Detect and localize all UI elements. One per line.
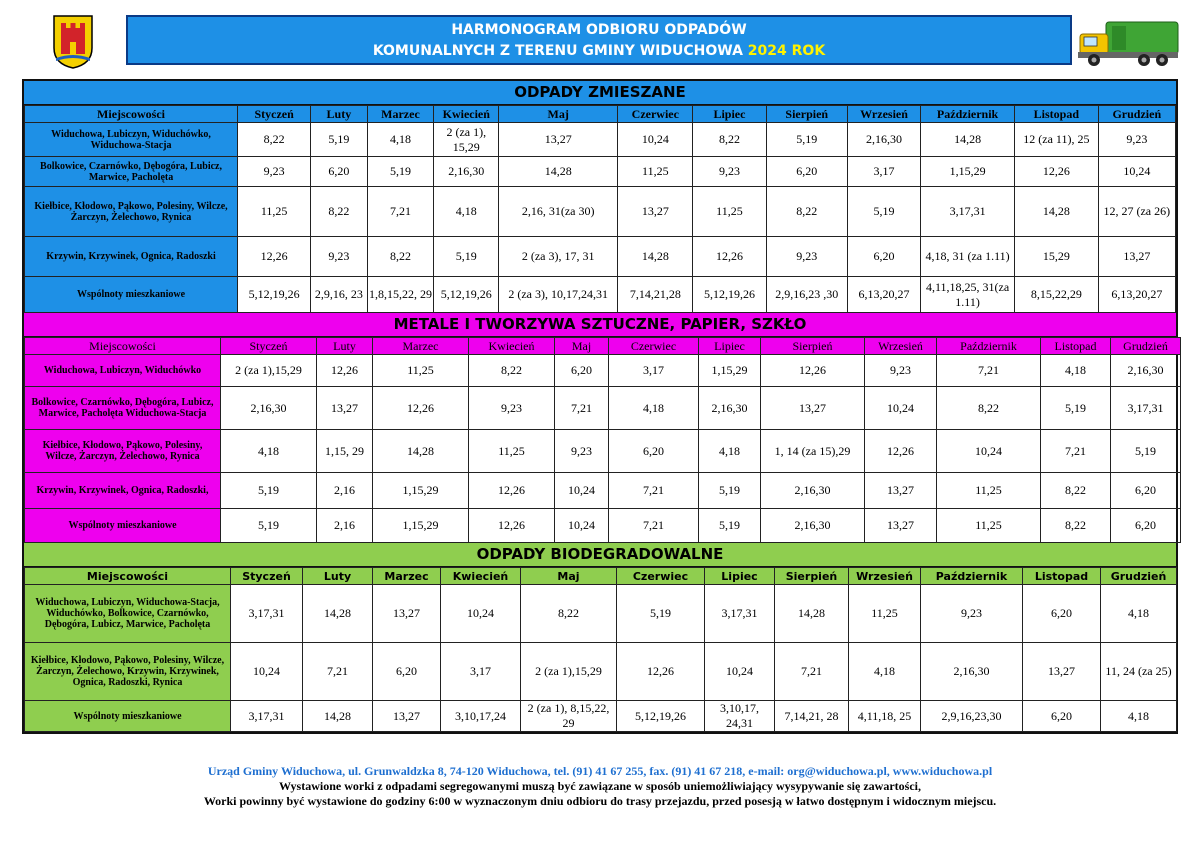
col-header: Grudzień: [1101, 568, 1177, 585]
col-header: Marzec: [373, 338, 469, 355]
table-row: [25, 509, 1181, 543]
col-header: Wrzesień: [865, 338, 937, 355]
col-header: Lipiec: [693, 106, 766, 123]
col-header: Maj: [555, 338, 609, 355]
col-header: Maj: [499, 106, 618, 123]
mixed-waste-table: [24, 105, 1176, 313]
col-header: Sierpień: [761, 338, 865, 355]
date-cell: 2,16,30: [921, 643, 1023, 701]
date-cell: 14,28: [499, 157, 618, 187]
section-title-recycling: METALE I TWORZYWA SZTUCZNE, PAPIER, SZKŁO: [24, 313, 1176, 337]
date-cell: 15,29: [1015, 237, 1099, 277]
date-cell: 5,19: [367, 157, 434, 187]
date-cell: 2 (za 3), 10,17,24,31: [499, 277, 618, 313]
date-cell: 14,28: [775, 585, 849, 643]
col-header: Listopad: [1015, 106, 1099, 123]
date-cell: 4,18: [367, 123, 434, 157]
header-row: [25, 568, 1177, 585]
date-cell: 11,25: [937, 509, 1041, 543]
date-cell: 11, 24 (za 25): [1101, 643, 1177, 701]
col-header: Październik: [937, 338, 1041, 355]
location-cell: Kiełbice, Kłodowo, Pąkowo, Polesiny, Wilcze, Żarczyn, Żelechowo, Rynica: [25, 430, 221, 473]
table-row: [25, 187, 1176, 237]
date-cell: 2,16,30: [761, 509, 865, 543]
col-header: Sierpień: [766, 106, 847, 123]
col-header: Styczeń: [231, 568, 303, 585]
date-cell: 2 (za 1), 15,29: [434, 123, 499, 157]
date-cell: 2 (za 1), 8,15,22, 29: [521, 701, 617, 732]
date-cell: 6,20: [1111, 509, 1181, 543]
date-cell: 13,27: [373, 585, 441, 643]
date-cell: 7,21: [609, 509, 699, 543]
date-cell: 7,21: [555, 387, 609, 430]
date-cell: 13,27: [373, 701, 441, 732]
date-cell: 12,26: [469, 473, 555, 509]
date-cell: 14,28: [1015, 187, 1099, 237]
date-cell: 4,18: [849, 643, 921, 701]
date-cell: 12,26: [238, 237, 311, 277]
date-cell: 8,22: [693, 123, 766, 157]
date-cell: 6,20: [373, 643, 441, 701]
col-header: Luty: [317, 338, 373, 355]
col-header: Listopad: [1041, 338, 1111, 355]
col-header: Miejscowości: [25, 338, 221, 355]
date-cell: 9,23: [865, 355, 937, 387]
location-cell: Bolkowice, Czarnówko, Dębogóra, Lubicz, Marwice, Pacholęta Widuchowa-Stacja: [25, 387, 221, 430]
section-title-mixed: ODPADY ZMIESZANE: [24, 81, 1176, 105]
table-row: [25, 643, 1177, 701]
date-cell: 3,17: [609, 355, 699, 387]
date-cell: 2,9,16,23,30: [921, 701, 1023, 732]
col-header: Styczeń: [238, 106, 311, 123]
location-cell: Kiełbice, Kłodowo, Pąkowo, Polesiny, Wilcze, Żarczyn, Żelechowo, Krzywin, Krzywinek, Ognica, Radoszki, Rynica: [25, 643, 231, 701]
date-cell: 3,10,17, 24,31: [705, 701, 775, 732]
col-header: Kwiecień: [441, 568, 521, 585]
table-row: [25, 430, 1181, 473]
date-cell: 13,27: [499, 123, 618, 157]
date-cell: 5,12,19,26: [617, 701, 705, 732]
page-header: [0, 0, 1200, 78]
date-cell: 10,24: [937, 430, 1041, 473]
col-header: Wrzesień: [849, 568, 921, 585]
date-cell: 4,11,18, 25: [849, 701, 921, 732]
date-cell: 2,16,30: [699, 387, 761, 430]
date-cell: 6,13,20,27: [1098, 277, 1175, 313]
coat-of-arms-icon: [52, 14, 94, 70]
date-cell: 5,12,19,26: [434, 277, 499, 313]
col-header: Styczeń: [221, 338, 317, 355]
col-header: Sierpień: [775, 568, 849, 585]
date-cell: 2,16: [317, 509, 373, 543]
col-header: Marzec: [367, 106, 434, 123]
table-row: [25, 123, 1176, 157]
date-cell: 7,21: [937, 355, 1041, 387]
date-cell: 7,21: [1041, 430, 1111, 473]
date-cell: 3,17: [847, 157, 920, 187]
location-cell: Widuchowa, Lubiczyn, Widuchówko, Widuchowa-Stacja: [25, 123, 238, 157]
date-cell: 1, 14 (za 15),29: [761, 430, 865, 473]
location-cell: Wspólnoty mieszkaniowe: [25, 701, 231, 732]
schedule-sheet: [22, 79, 1178, 734]
date-cell: 9,23: [311, 237, 367, 277]
date-cell: 13,27: [317, 387, 373, 430]
location-cell: Kiełbice, Kłodowo, Pąkowo, Polesiny, Wilcze, Żarczyn, Żelechowo, Rynica: [25, 187, 238, 237]
date-cell: 13,27: [761, 387, 865, 430]
date-cell: 12,26: [617, 643, 705, 701]
date-cell: 2,16,30: [434, 157, 499, 187]
date-cell: 11,25: [373, 355, 469, 387]
col-header: Grudzień: [1111, 338, 1181, 355]
date-cell: 6,20: [1023, 585, 1101, 643]
date-cell: 8,15,22,29: [1015, 277, 1099, 313]
date-cell: 13,27: [618, 187, 693, 237]
date-cell: 4,18: [1101, 585, 1177, 643]
col-header: Marzec: [373, 568, 441, 585]
date-cell: 2,9,16, 23: [311, 277, 367, 313]
date-cell: 6,20: [847, 237, 920, 277]
date-cell: 13,27: [865, 473, 937, 509]
date-cell: 12,26: [761, 355, 865, 387]
date-cell: 11,25: [469, 430, 555, 473]
date-cell: 1,15,29: [373, 509, 469, 543]
location-cell: Krzywin, Krzywinek, Ognica, Radoszki: [25, 237, 238, 277]
date-cell: 2,16,30: [847, 123, 920, 157]
col-header: Grudzień: [1098, 106, 1175, 123]
date-cell: 4,18: [1101, 701, 1177, 732]
date-cell: 5,19: [617, 585, 705, 643]
col-header: Wrzesień: [847, 106, 920, 123]
date-cell: 2,16, 31(za 30): [499, 187, 618, 237]
date-cell: 5,12,19,26: [238, 277, 311, 313]
date-cell: 8,22: [1041, 473, 1111, 509]
date-cell: 14,28: [373, 430, 469, 473]
date-cell: 10,24: [1098, 157, 1175, 187]
date-cell: 14,28: [618, 237, 693, 277]
date-cell: 5,19: [311, 123, 367, 157]
date-cell: 7,21: [367, 187, 434, 237]
recycling-table: [24, 337, 1181, 543]
date-cell: 5,19: [221, 473, 317, 509]
date-cell: 1,15,29: [921, 157, 1015, 187]
date-cell: 3,17: [441, 643, 521, 701]
date-cell: 5,19: [766, 123, 847, 157]
table-row: [25, 355, 1181, 387]
office-address: Urząd Gminy Widuchowa, ul. Grunwaldzka 8, 74-120 Widuchowa, tel. (91) 41 67 255, fax. (91) 41 67 218, e-mail: org@widuchowa.pl, www.widuchowa.pl: [207, 764, 993, 778]
col-header: Czerwiec: [617, 568, 705, 585]
location-cell: Widuchowa, Lubiczyn, Widuchowa-Stacja, Widuchówko, Bolkowice, Czarnówko, Dębogóra, Lubicz, Marwice, Pacholęta: [25, 585, 231, 643]
date-cell: 4,18: [221, 430, 317, 473]
date-cell: 8,22: [521, 585, 617, 643]
table-row: [25, 387, 1181, 430]
date-cell: 7,14,21,28: [618, 277, 693, 313]
date-cell: 12 (za 11), 25: [1015, 123, 1099, 157]
location-cell: Bolkowice, Czarnówko, Dębogóra, Lubicz, Marwice, Pacholęta: [25, 157, 238, 187]
date-cell: 10,24: [441, 585, 521, 643]
date-cell: 4,18: [1041, 355, 1111, 387]
date-cell: 13,27: [865, 509, 937, 543]
date-cell: 1,15,29: [699, 355, 761, 387]
date-cell: 14,28: [921, 123, 1015, 157]
date-cell: 8,22: [1041, 509, 1111, 543]
header-row: [25, 338, 1181, 355]
date-cell: 9,23: [555, 430, 609, 473]
date-cell: 3,10,17,24: [441, 701, 521, 732]
col-header: Miejscowości: [25, 106, 238, 123]
location-cell: Wspólnoty mieszkaniowe: [25, 509, 221, 543]
date-cell: 11,25: [937, 473, 1041, 509]
date-cell: 14,28: [303, 585, 373, 643]
date-cell: 1,15, 29: [317, 430, 373, 473]
date-cell: 3,17,31: [1111, 387, 1181, 430]
footer-note-time: Worki powinny być wystawione do godziny 6:00 w wyznaczonym dniu odbioru do trasy przejazdu, przed posesją w łatwo dostępnym i widocznym miejscu.: [203, 794, 997, 808]
date-cell: 4,11,18,25, 31(za 1.11): [921, 277, 1015, 313]
date-cell: 8,22: [238, 123, 311, 157]
date-cell: 9,23: [238, 157, 311, 187]
date-cell: 10,24: [865, 387, 937, 430]
date-cell: 2,16,30: [221, 387, 317, 430]
date-cell: 2,16,30: [1111, 355, 1181, 387]
date-cell: 4,18: [434, 187, 499, 237]
date-cell: 1,8,15,22, 29: [367, 277, 434, 313]
date-cell: 3,17,31: [921, 187, 1015, 237]
date-cell: 2 (za 1),15,29: [221, 355, 317, 387]
table-row: [25, 585, 1177, 643]
date-cell: 10,24: [555, 473, 609, 509]
footer-note-bags: Wystawione worki z odpadami segregowanymi muszą być zawiązane w sposób uniemożliwiający wysypywanie się zawartości,: [279, 779, 921, 793]
date-cell: 3,17,31: [231, 701, 303, 732]
date-cell: 5,12,19,26: [693, 277, 766, 313]
col-header: Lipiec: [705, 568, 775, 585]
col-header: Kwiecień: [469, 338, 555, 355]
date-cell: 11,25: [849, 585, 921, 643]
date-cell: 3,17,31: [705, 585, 775, 643]
date-cell: 8,22: [937, 387, 1041, 430]
title-year: 2024 ROK: [747, 43, 826, 59]
header-row: [25, 106, 1176, 123]
date-cell: 12,26: [693, 237, 766, 277]
date-cell: 4,18: [609, 387, 699, 430]
col-header: Luty: [303, 568, 373, 585]
title-line-1: HARMONOGRAM ODBIORU ODPADÓW: [451, 22, 747, 38]
table-row: [25, 157, 1176, 187]
date-cell: 8,22: [469, 355, 555, 387]
date-cell: 12,26: [1015, 157, 1099, 187]
date-cell: 6,13,20,27: [847, 277, 920, 313]
date-cell: 6,20: [555, 355, 609, 387]
date-cell: 7,21: [775, 643, 849, 701]
date-cell: 2,16,30: [761, 473, 865, 509]
date-cell: 2,16: [317, 473, 373, 509]
schedule-title: [126, 15, 1072, 65]
location-cell: Widuchowa, Lubiczyn, Widuchówko: [25, 355, 221, 387]
col-header: Lipiec: [699, 338, 761, 355]
date-cell: 12,26: [317, 355, 373, 387]
date-cell: 11,25: [693, 187, 766, 237]
table-row: [25, 701, 1177, 732]
date-cell: 10,24: [705, 643, 775, 701]
date-cell: 6,20: [1111, 473, 1181, 509]
title-line-2: [128, 41, 1070, 62]
date-cell: 4,18, 31 (za 1.11): [921, 237, 1015, 277]
page-footer: [0, 764, 1200, 809]
date-cell: 9,23: [693, 157, 766, 187]
date-cell: 8,22: [766, 187, 847, 237]
section-title-bio: ODPADY BIODEGRADOWALNE: [24, 543, 1176, 567]
date-cell: 12,26: [469, 509, 555, 543]
date-cell: 5,19: [1041, 387, 1111, 430]
date-cell: 9,23: [1098, 123, 1175, 157]
date-cell: 12,26: [865, 430, 937, 473]
date-cell: 9,23: [469, 387, 555, 430]
col-header: Czerwiec: [618, 106, 693, 123]
date-cell: 8,22: [367, 237, 434, 277]
date-cell: 2 (za 1),15,29: [521, 643, 617, 701]
col-header: Czerwiec: [609, 338, 699, 355]
date-cell: 10,24: [555, 509, 609, 543]
col-header: Kwiecień: [434, 106, 499, 123]
date-cell: 6,20: [609, 430, 699, 473]
date-cell: 9,23: [766, 237, 847, 277]
table-row: [25, 277, 1176, 313]
date-cell: 10,24: [618, 123, 693, 157]
date-cell: 7,21: [609, 473, 699, 509]
bio-waste-table: [24, 567, 1177, 732]
date-cell: 11,25: [618, 157, 693, 187]
col-header: Październik: [921, 106, 1015, 123]
date-cell: 12,26: [373, 387, 469, 430]
date-cell: 12, 27 (za 26): [1098, 187, 1175, 237]
date-cell: 5,19: [699, 473, 761, 509]
date-cell: 5,19: [434, 237, 499, 277]
col-header: Październik: [921, 568, 1023, 585]
date-cell: 11,25: [238, 187, 311, 237]
date-cell: 6,20: [1023, 701, 1101, 732]
date-cell: 7,14,21, 28: [775, 701, 849, 732]
date-cell: 5,19: [699, 509, 761, 543]
date-cell: 10,24: [231, 643, 303, 701]
date-cell: 2,9,16,23 ,30: [766, 277, 847, 313]
table-row: [25, 237, 1176, 277]
date-cell: 13,27: [1098, 237, 1175, 277]
date-cell: 14,28: [303, 701, 373, 732]
col-header: Listopad: [1023, 568, 1101, 585]
title-line-2-text: KOMUNALNYCH Z TERENU GMINY WIDUCHOWA: [372, 43, 743, 59]
date-cell: 5,19: [221, 509, 317, 543]
location-cell: Krzywin, Krzywinek, Ognica, Radoszki,: [25, 473, 221, 509]
garbage-truck-icon: [1076, 16, 1180, 68]
date-cell: 2 (za 3), 17, 31: [499, 237, 618, 277]
date-cell: 7,21: [303, 643, 373, 701]
table-row: [25, 473, 1181, 509]
date-cell: 4,18: [699, 430, 761, 473]
date-cell: 5,19: [1111, 430, 1181, 473]
date-cell: 13,27: [1023, 643, 1101, 701]
date-cell: 8,22: [311, 187, 367, 237]
location-cell: Wspólnoty mieszkaniowe: [25, 277, 238, 313]
col-header: Luty: [311, 106, 367, 123]
date-cell: 1,15,29: [373, 473, 469, 509]
date-cell: 5,19: [847, 187, 920, 237]
col-header: Maj: [521, 568, 617, 585]
date-cell: 9,23: [921, 585, 1023, 643]
date-cell: 6,20: [311, 157, 367, 187]
col-header: Miejscowości: [25, 568, 231, 585]
date-cell: 3,17,31: [231, 585, 303, 643]
date-cell: 6,20: [766, 157, 847, 187]
